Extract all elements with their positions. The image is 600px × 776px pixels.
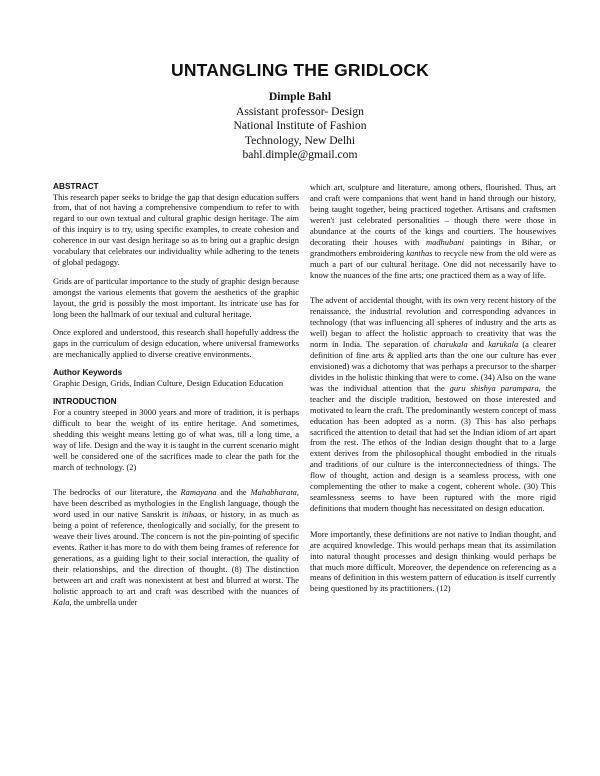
right-column: [310, 182, 556, 602]
text-run: paintings in Bihar, or grandmothers embroidering: [310, 236, 556, 258]
text-run: , the teacher and the disciple tradition, bestowed on those interested and motivated to learn the craft. The predominantly western concept of mass education has been adopted as a norm. (3) This has also perhaps sacrificed the attention to detail that had set the Indian idiom of art apart from the rest. The ethos of the Indian design thought that to a large extent derives from the philosophical thought embodied in the rituals and traditions of our culture is the interconnectedness of things. The flow of thought, action and design is a seamless process, with one complementing the other to make a cogent, coherent whole. (30) This seamlessness seems to have been ruptured with the more rigid definitions that modern thought has necessitated on design education.: [310, 382, 557, 514]
introduction-paragraph-1: For a country steeped in 3000 years and more of tradition, it is perhaps difficult to bear the weight of its entire heritage. And sometimes, shedding this weight means letting go of what was, till a long time, a way of life. Design and the way it is taught in the current scenario might well be considered one of the sacrifices made to clear the path for the march of technology. (2): [53, 406, 299, 472]
text-run: , the umbrella under: [69, 596, 138, 607]
author-institution: National Institute of Fashion: [233, 119, 367, 133]
term-madhubani: madhubani: [426, 236, 464, 247]
text-run: , or history, in as much as being a point of reference, theologically and socially, for the present to weave their lives around. The concern is not the pin-pointing of specific events. Rather it has more to do with them being frames of reference for generations, as a guiding light to their social interaction, the quality of their relationships, and the direction of thought. (8) The distinction between art and craft was nonexistent at best and blurred at worst. The holistic approach to art and craft was described with the nuances of: [53, 508, 299, 596]
term-ramayana: Ramayana: [180, 487, 217, 498]
keywords-text: Graphic Design, Grids, Indian Culture, Design Education Education: [53, 377, 284, 388]
text-run: (a clearer definition of fine arts & applied arts than the one our culture has ever envisioned) was a dichotomy that was perhaps a precursor to the sharper divides in the holistic thinking that were to come. (34) Also on the wane was the individual attention that the: [310, 338, 557, 393]
right-paragraph-3: More importantly, these definitions are not native to Indian thought, and are acquired knowledge. This would perhaps mean that its assimilation into natural thought processes and design thinking would perhaps be that much more difficult. Moreover, the dependence on referencing as a means of definition in this western pattern of education is itself currently being questioned by its practitioners. (12): [310, 528, 556, 594]
term-itihaas: itihaas: [181, 508, 205, 519]
author-block: [0, 90, 600, 163]
text-run: and: [467, 338, 489, 349]
term-charukala: charukala: [433, 338, 468, 349]
abstract-paragraph-3: Once explored and understood, this research shall hopefully address the gaps in the curriculum of design education, where universal frameworks are mechanically applied to diverse creative environments.: [53, 326, 299, 359]
abstract-paragraph-1: This research paper seeks to bridge the gap that design education suffers from, that of not having a comprehensive compendium to refer to with regard to our own textual and cultural graphic design heritage. The aim of this inquiry is to try, using specific examples, to create cohesion and coherence in our vast design heritage so as to bring out a graphic design vocabulary that celebrates our individuality while adhering to the tenets of global pedagogy.: [53, 191, 299, 268]
introduction-heading: INTRODUCTION: [53, 396, 117, 407]
paper-title: UNTANGLING THE GRIDLOCK: [170, 60, 429, 80]
term-guru-shishya-parampara: guru shishya parampara: [449, 382, 539, 393]
right-paragraph-2: [310, 295, 556, 514]
text-run: which art, sculpture and literature, among others, flourished. Thus, art and craft were companions that went hand in hand through our history, being taught together, being practiced together. Artisans and craftsmen weren't just celebrated personalities – though there were those in abundance at the courts of the kings and courtiers. The housewives decorating their houses with: [310, 182, 556, 247]
text-run: to recycle new from the old were as much a part of our cultural heritage. One did not necessarily have to know the nuances of the fine arts; one practiced them as a way of life.: [310, 247, 556, 280]
keywords-heading: Author Keywords: [53, 367, 123, 378]
term-mahabharata: Mahabharata: [250, 487, 297, 498]
right-paragraph-1: [310, 182, 556, 281]
introduction-paragraph-2: [53, 487, 299, 607]
abstract-paragraph-2: Grids are of particular importance to the study of graphic design because amongst the various elements that govern the aesthetics of the graphic layout, the grid is possibly the most important. Its intricate use has for long been the hallmark of our textual and cultural heritage.: [53, 275, 299, 319]
term-kanthas: kanthas: [406, 247, 433, 258]
text-run: The advent of accidental thought, with its own very recent history of the renaissance, the industrial revolution and corresponding advances in technology (that was influencing all spheres of industry and the arts as well) began to affect the holistic approach to creativity that was the norm in India. The separation of: [310, 295, 556, 349]
text-run: and the: [216, 487, 251, 498]
author-location: Technology, New Delhi: [244, 133, 356, 147]
term-karukala: karukala: [488, 338, 519, 349]
author-email: bahl.dimple@gmail.com: [242, 148, 358, 162]
left-column: [53, 181, 299, 615]
text-run: The bedrocks of our literature, the: [53, 487, 181, 498]
author-name: Dimple Bahl: [268, 90, 332, 103]
abstract-heading: ABSTRACT: [53, 181, 99, 191]
text-run: , have been described as mythologies in the English language, though the word used in our native Sanskrit is: [53, 487, 299, 519]
author-position: Assistant professor- Design: [236, 104, 364, 118]
term-kala: Kala: [53, 596, 70, 607]
